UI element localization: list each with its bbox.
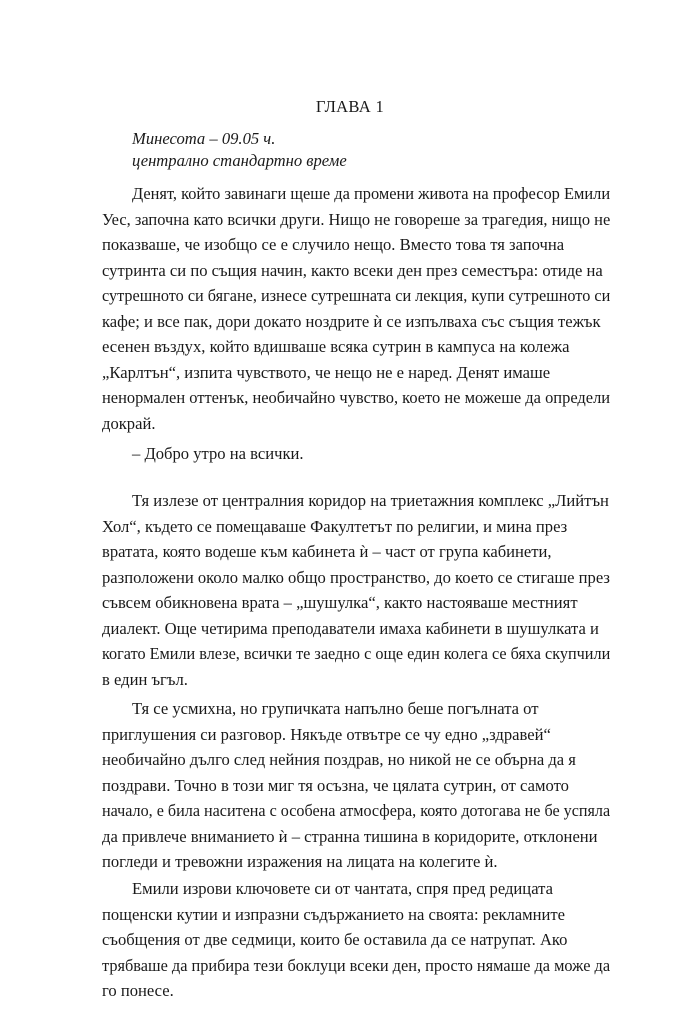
epigraph-location: Минесота – 09.05 ч. — [132, 129, 276, 148]
text-line: Тя излезе от централния коридор на триетажния комплекс „Лийтън — [132, 491, 609, 510]
text-line: пощенски кутии и изпразни съдържанието на своята: рекламните — [102, 904, 566, 924]
text-line: есенен въздух, който вдишваше всяка сутрин в кампуса на колежа — [102, 337, 570, 356]
text-line: Тя се усмихна, но групичката напълно беше погълната от — [132, 699, 539, 718]
paragraph-1 — [102, 181, 611, 436]
paragraph-4 — [102, 696, 611, 875]
text-line: разположени около малко общо пространство, до което се стигаше през — [102, 567, 610, 587]
text-line: ненормален оттенък, необичайно чувство, което не можеше да определи — [102, 388, 611, 407]
text-line: в един ъгъл. — [102, 669, 188, 689]
text-line: съвсем обикновена врата – „шушулка“, както настояваше местният — [102, 593, 578, 612]
paragraph-5 — [102, 876, 611, 1004]
chapter-title: ГЛАВА 1 — [315, 97, 385, 116]
text-line: да привлече вниманието ѝ – странна тишина в коридорите, отклонени — [102, 826, 598, 846]
text-line: поздрави. Точно в този миг тя осъзна, че цялата сутрин, от самото — [102, 775, 569, 795]
paragraph-2 — [132, 441, 592, 467]
text-line: Емили изрови ключовете си от чантата, спря пред редицата — [132, 879, 553, 898]
epigraph — [132, 128, 347, 172]
text-line: приглушения си разговор. Някъде отвътре се чу едно „здравей“ — [102, 724, 551, 744]
text-line: сутрешното си бягане, изнесе сутрешната си лекция, купи сутрешното си — [102, 286, 611, 305]
text-line: „Карлтън“, изпита чувството, че нещо не е наред. Денят имаше — [102, 362, 551, 382]
text-line: съобщения от две седмици, които бе оставила да се натрупат. Ако — [102, 930, 568, 949]
text-line: – Добро утро на всички. — [132, 444, 304, 463]
text-line: погледи и тревожни изражения на лицата на колегите ѝ. — [102, 852, 498, 871]
text-line: Денят, който завинаги щеше да промени живота на професор Емили — [132, 184, 611, 203]
text-line: кафе; и все пак, дори докато ноздрите ѝ се изпълваха със същия тежък — [102, 311, 601, 331]
text-line: Хол“, където се помещаваше Факултетът по религии, и мина през — [102, 516, 568, 536]
text-line: начало, е била наситена с особена атмосфера, която дотогава не бе успяла — [102, 801, 611, 820]
text-line: трябваше да прибира тези боклуци всеки ден, просто нямаше да може да — [102, 955, 611, 975]
text-line: вратата, която водеше към кабинета ѝ – част от група кабинети, — [102, 542, 552, 561]
text-line: диалект. Още четирима преподаватели имаха кабинети в шушулката и — [102, 618, 599, 638]
text-line: сутринта си по същия начин, както всеки ден през семестъра: отиде на — [102, 260, 603, 280]
epigraph-timezone: централно стандартно време — [132, 151, 347, 170]
text-line: Уес, започна като всички други. Нищо не говореше за трагедия, нищо не — [102, 209, 611, 229]
text-line: го понесе. — [102, 981, 174, 1000]
text-line: когато Емили влезе, всички те заедно с още един колега се бяха скупчили — [102, 644, 611, 663]
text-line: показваше, че изобщо се е случило нещо. Вместо това тя започна — [102, 235, 565, 254]
text-line: необичайно дълго след нейния поздрав, но никой не се обърна да я — [102, 750, 576, 769]
paragraph-3 — [102, 488, 611, 692]
text-line: докрай. — [102, 413, 156, 433]
